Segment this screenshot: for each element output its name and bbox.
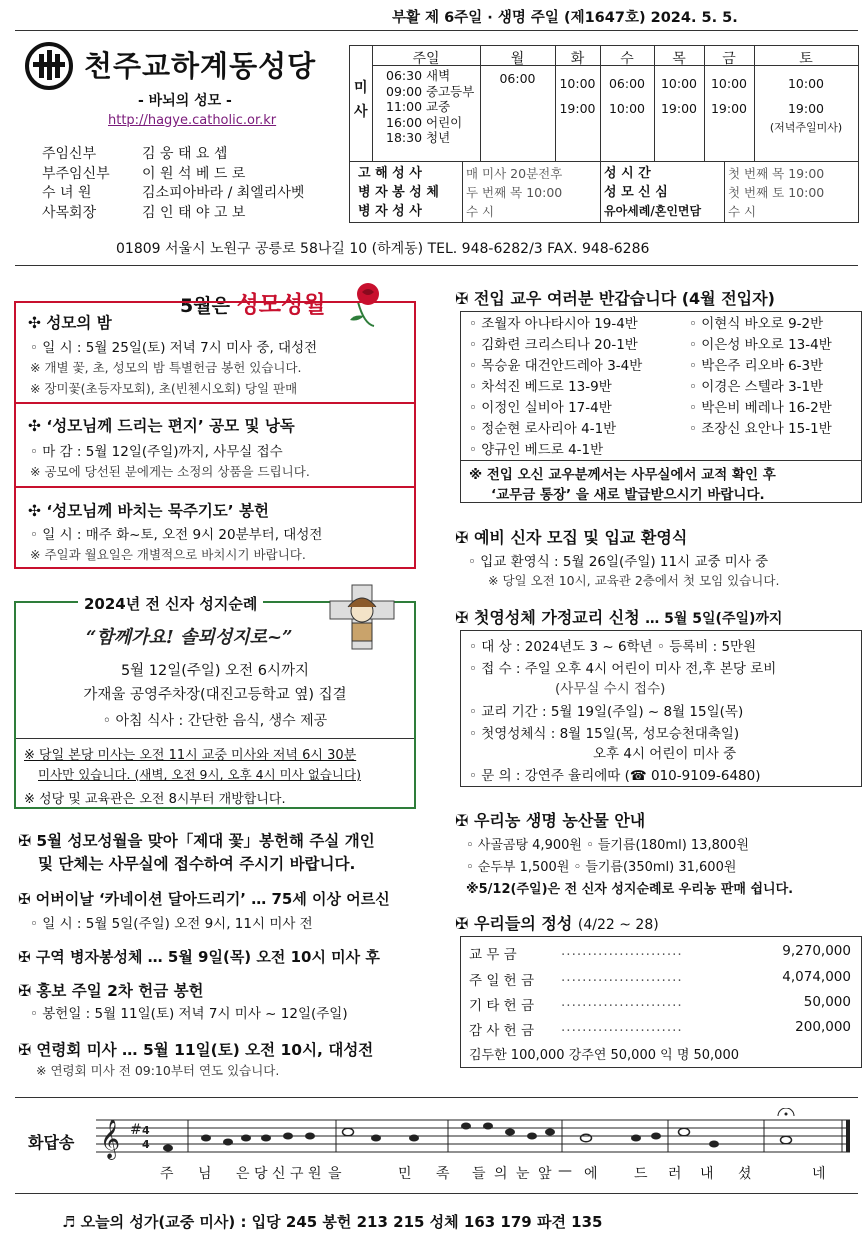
lyric-syllable: 님 xyxy=(198,1166,212,1182)
communion-line: (사무실 수시 접수) xyxy=(555,681,666,697)
day-header: 화 xyxy=(570,51,585,67)
friday-times: 10:00 19:00 xyxy=(710,76,748,116)
communion-line: ◦ 교리 기간 : 5월 19일(주일) ~ 8월 15일(목) xyxy=(469,704,744,720)
pilgrimage-box xyxy=(14,595,416,809)
staff-row: 사목회장 김 인 태 야 고 보 xyxy=(42,204,246,221)
svg-text:#: # xyxy=(130,1122,142,1138)
communion-line: ◦ 첫영성체식 : 8월 15일(목, 성모승천대축일) xyxy=(469,726,740,742)
catechumen-title: ✠ 예비 신자 모집 및 입교 환영식 xyxy=(455,528,688,547)
note-line: ※ 전입 오신 교우분께서는 사무실에서 교적 확인 후 xyxy=(469,467,776,483)
mass-label: 미 사 xyxy=(354,80,368,120)
psalm-staff xyxy=(96,1108,854,1168)
communion-line: ◦ 문 의 : 강연주 율리에따 (☎ 010-9109-6480) xyxy=(469,768,761,784)
day-header: 목 xyxy=(672,51,686,67)
section-title: ✣ ‘성모님께 바치는 묵주기도’ 봉헌 xyxy=(28,502,269,520)
lyric-syllable: 드 xyxy=(634,1166,648,1182)
day-header: 수 xyxy=(620,51,634,67)
offering-row: 기 타 헌 금 ······················· xyxy=(469,998,683,1014)
saturday-times: 10:00 19:00 (저녁주일미사) xyxy=(769,76,843,134)
lyric-syllable: 구 xyxy=(290,1166,304,1182)
notice-title: ✠ 어버이날 ‘카네이션 달아드리기’ … 75세 이상 어르신 xyxy=(18,890,390,908)
new-parishioners-right: ◦ 이현식 바오로 9-2반 ◦ 이은성 바오로 13-4반 ◦ 박은주 리오바 6-3반 ◦ 이경은 스텔라 3-1반 ◦ 박은비 베레나 16-2반 ◦ 조장신 요안나 15-1반 xyxy=(689,316,832,437)
pilgrimage-slogan: “함께가요! 솔뫼성지로~” xyxy=(86,627,293,648)
church-logo-icon xyxy=(25,42,81,90)
pilgrimage-note: 미사만 있습니다. (새벽, 오전 9시, 오후 4시 미사 없습니다) xyxy=(38,767,361,782)
lyric-syllable: 셨 xyxy=(738,1166,752,1182)
notice-title: ✠ 5월 성모성월을 맞아「제대 꽃」봉헌해 주실 개인 xyxy=(18,832,375,850)
divider xyxy=(16,738,414,739)
section-title: ✣ 성모의 밤 xyxy=(28,314,112,332)
pilgrimage-title: 2024년 전 신자 성지순례 xyxy=(78,593,263,614)
notice-line: ◦ 일 시 : 5월 5일(주일) 오전 9시, 11시 미사 전 xyxy=(30,916,313,932)
issue-date-line: 부활 제 6주일 · 생명 주일 (제1647호) 2024. 5. 5. xyxy=(392,10,738,26)
svg-text:4: 4 xyxy=(142,1138,150,1151)
may-events-box xyxy=(14,301,416,569)
day-header: 주일 xyxy=(412,51,440,67)
notice-title: ✠ 연령회 미사 … 5월 11일(토) 오전 10시, 대성전 xyxy=(18,1041,374,1059)
staff-row: 부주임신부 이 원 석 베 드 로 xyxy=(42,165,246,182)
lyric-syllable: 에 xyxy=(584,1166,598,1182)
church-motto: - 바뇌의 성모 - xyxy=(138,93,232,109)
notice-line: ※ 연령회 미사 전 09:10부터 연도 있습니다. xyxy=(36,1063,280,1078)
pilgrimage-meal: ◦ 아침 식사 : 간단한 음식, 생수 제공 xyxy=(102,713,328,729)
offering-amount: 4,074,000 xyxy=(782,969,851,985)
wednesday-times: 06:00 10:00 xyxy=(608,76,646,116)
day-header: 금 xyxy=(722,51,736,67)
lyric-syllable: 은 xyxy=(236,1166,250,1182)
staff-row: 주임신부 김 웅 태 요 셉 xyxy=(42,146,228,162)
lyric-syllable: 주 xyxy=(160,1166,174,1182)
new-parishioners-box xyxy=(460,311,862,503)
lyric-syllable: 의 xyxy=(494,1166,508,1182)
sunday-times: 06:30 새벽 09:00 중고등부 11:00 교중 16:00 어린이 18:30 청년 xyxy=(386,68,475,145)
pilgrim-cross-icon xyxy=(322,583,396,653)
text-line: ※ 개별 꽃, 초, 성모의 밤 특별헌금 봉헌 있습니다. xyxy=(30,360,302,375)
offering-amount: 200,000 xyxy=(795,1019,851,1035)
new-parishioners-left: ◦ 조월자 아나타시아 19-4반 ◦ 김화련 크리스티나 20-1반 ◦ 목승윤 대건안드레아 3-4반 ◦ 차석진 베드로 13-9반 ◦ 이정인 실비아 17-4반 ◦ 정순현 로사리아 4-1반 ◦ 양규인 베드로 4-1반 xyxy=(469,316,643,458)
psalm-top-rule xyxy=(15,1097,858,1098)
psalm-bottom-rule xyxy=(15,1193,858,1194)
hymns-line: ♬ 오늘의 성가(교중 미사) : 입당 245 봉헌 213 215 성체 163 179 파견 135 xyxy=(62,1213,603,1231)
thursday-times: 10:00 19:00 xyxy=(660,76,698,116)
offerings-title: ✠ 우리들의 정성 (4/22 ~ 28) xyxy=(455,914,659,933)
svg-text:𝄞: 𝄞 xyxy=(100,1119,121,1159)
lyric-syllable: 들 xyxy=(472,1166,486,1182)
divider xyxy=(16,402,414,404)
farm-note: ※5/12(주일)은 전 신자 성지순례로 우리농 판매 쉽니다. xyxy=(466,882,794,897)
communion-box xyxy=(460,630,862,787)
devotion-labels: 성 시 간 성 모 신 심 유아세례/혼인면담 xyxy=(604,166,702,218)
lyric-syllable: 원 xyxy=(308,1166,322,1182)
header-rule xyxy=(15,30,858,31)
lyric-syllable: — xyxy=(558,1163,572,1179)
lyric-syllable: 앞 xyxy=(538,1166,552,1182)
offering-row: 감 사 헌 금 ······················· xyxy=(469,1023,683,1039)
offering-row: 주 일 헌 금 ······················· xyxy=(469,973,683,989)
notice-title: ✠ 구역 병자봉성체 … 5월 9일(목) 오전 10시 미사 후 xyxy=(18,948,380,966)
pilgrimage-place: 가재울 공영주차장(대진고등학교 옆) 집결 xyxy=(83,687,347,703)
text-line: ※ 주일과 월요일은 개별적으로 바치시기 바랍니다. xyxy=(30,547,306,562)
lyric-syllable: 신 xyxy=(272,1166,286,1182)
farm-title: ✠ 우리농 생명 농산물 안내 xyxy=(455,811,646,830)
pilgrimage-note: ※ 당일 본당 미사는 오전 11시 교중 미사와 저녁 6시 30분 xyxy=(24,748,357,763)
may-banner: 5월은 성모성월 xyxy=(180,292,326,318)
text-line: ※ 공모에 당선된 분에게는 소정의 상품을 드립니다. xyxy=(30,464,310,479)
farm-line: ◦ 사골곰탕 4,900원 ◦ 들기름(180ml) 13,800원 xyxy=(466,838,749,853)
lyric-syllable: 민 xyxy=(398,1166,412,1182)
offering-amount: 50,000 xyxy=(803,994,851,1010)
new-parishioners-title: ✠ 전입 교우 여러분 반갑습니다 (4월 전입자) xyxy=(455,289,775,308)
note-line: ‘교무금 통장’ 을 새로 발급받으시기 바랍니다. xyxy=(491,487,765,503)
donor-line: 김두한 100,000 강주연 50,000 익 명 50,000 xyxy=(469,1048,739,1063)
lyric-syllable: 러 xyxy=(668,1166,682,1182)
pilgrimage-time: 5월 12일(주일) 오전 6시까지 xyxy=(120,663,310,679)
notice-line: ◦ 봉헌일 : 5월 11일(토) 저녁 7시 미사 ~ 12일(주일) xyxy=(30,1006,348,1022)
staff-row: 수 녀 원 김소피아바라 / 최엘리사벳 xyxy=(42,185,305,201)
lyric-syllable: 당 xyxy=(254,1166,268,1182)
lyric-syllable: 족 xyxy=(436,1166,450,1182)
day-header: 토 xyxy=(799,51,813,67)
offerings-box xyxy=(460,936,862,1068)
website-link[interactable]: http://hagye.catholic.or.kr xyxy=(108,113,277,128)
text-line: ◦ 일 시 : 5월 25일(토) 저녁 7시 미사 중, 대성전 xyxy=(30,340,318,356)
lyric-syllable: 내 xyxy=(700,1166,714,1182)
section-title: ✣ ‘성모님께 드리는 편지’ 공모 및 낭독 xyxy=(28,417,295,435)
divider xyxy=(16,486,414,488)
catechumen-line: ※ 당일 오전 10시, 교육관 2층에서 첫 모임 있습니다. xyxy=(488,573,780,588)
offering-amount: 9,270,000 xyxy=(782,943,851,959)
communion-title: ✠ 첫영성체 가정교리 신청 … 5월 5일(주일)까지 xyxy=(455,608,783,627)
notice-title: 및 단체는 사무실에 접수하여 주시기 바랍니다. xyxy=(38,855,356,873)
sacrament-labels: 고 해 성 사 병 자 봉 성 체 병 자 성 사 xyxy=(358,166,439,219)
day-header: 월 xyxy=(510,51,525,67)
svg-text:4: 4 xyxy=(142,1124,150,1137)
lyric-syllable: 네 xyxy=(812,1166,826,1182)
monday-times: 06:00 xyxy=(499,71,536,86)
communion-line: ◦ 접 수 : 주일 오후 4시 어린이 미사 전,후 본당 로비 xyxy=(469,661,777,677)
staff-list xyxy=(42,145,304,223)
communion-line: 오후 4시 어린이 미사 중 xyxy=(593,746,737,762)
psalm-lyrics xyxy=(148,1163,828,1183)
farm-line: ◦ 순두부 1,500원 ◦ 들기름(350ml) 31,600원 xyxy=(466,860,737,875)
pilgrimage-note: ※ 성당 및 교육관은 오전 8시부터 개방합니다. xyxy=(24,792,286,807)
text-line: ※ 장미꽃(초등자모회), 초(빈첸시오회) 당일 판매 xyxy=(30,381,298,396)
tuesday-times: 10:00 19:00 xyxy=(559,76,596,116)
communion-line: ◦ 대 상 : 2024년도 3 ~ 6학년 ◦ 등록비 : 5만원 xyxy=(469,639,757,655)
address-line: 01809 서울시 노원구 공릉로 58나길 10 (하계동) TEL. 948-6282/3 FAX. 948-6286 xyxy=(116,241,650,257)
notice-title: ✠ 홍보 주일 2차 헌금 봉헌 xyxy=(18,982,204,1000)
text-line: ◦ 마 감 : 5월 12일(주일)까지, 사무실 접수 xyxy=(30,444,283,460)
catechumen-line: ◦ 입교 환영식 : 5월 26일(주일) 11시 교중 미사 중 xyxy=(468,554,769,570)
devotion-values: 첫 번째 목 19:00 첫 번째 토 10:00 수 시 xyxy=(728,166,825,219)
lyric-syllable: 눈 xyxy=(516,1166,530,1182)
sacrament-values: 매 미사 20분전후 두 번째 목 10:00 수 시 xyxy=(466,166,563,219)
header-bottom-rule xyxy=(15,265,858,266)
divider xyxy=(461,460,861,461)
church-name: 천주교하계동성당 xyxy=(84,49,317,83)
mass-schedule-table xyxy=(349,45,859,223)
lyric-syllable: 을 xyxy=(328,1166,342,1182)
text-line: ◦ 일 시 : 매주 화~토, 오전 9시 20분부터, 대성전 xyxy=(30,527,323,543)
offering-row: 교 무 금 ······················· xyxy=(469,947,683,963)
psalm-label: 화답송 xyxy=(28,1133,75,1152)
